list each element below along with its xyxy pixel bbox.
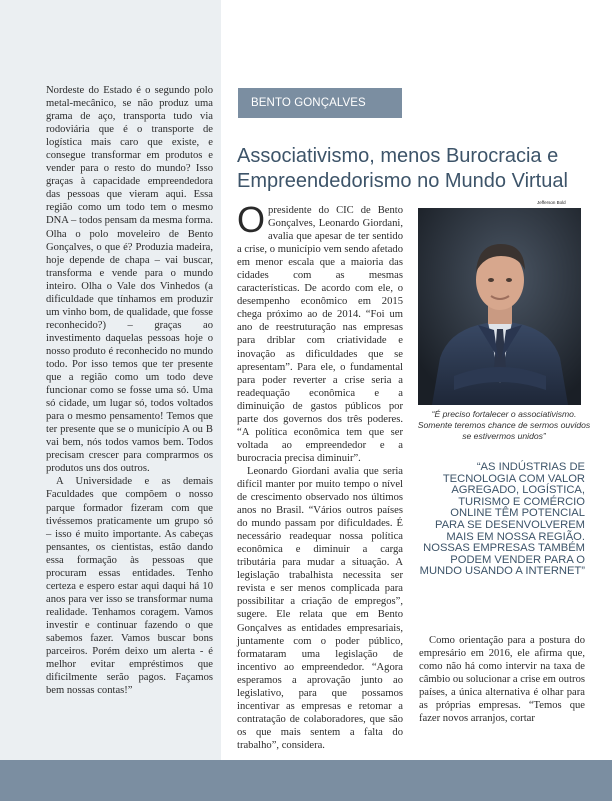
paragraph: A Universidade e as demais Faculdades que compõem o nosso parque formador fizeram com que tivéssemos praticamente um grupo só – isso é muito importante. As cabeças pensantes, os cientistas, estão dando essa formação às pessoas que procuram essas entidades. Tenho certeza e espero estar aqui daqui há 10 anos para ver isso se transformar numa realidade. Tenhamos coragem. Vamos investir e continuar fazendo o que sabemos fazer. Vamos buscar bons parceiros. Porém deixo um alerta - é melhor evitar empréstimos que dificilmente serão pagos. Façamos bem nossas contas!” [46,476,213,697]
footer-band [0,760,612,801]
paragraph [237,199,403,465]
paragraph: Nordeste do Estado é o segundo polo metal-mecânico, se não produz uma grama de aço, transporta tudo via rodoviária que é o transporte de logística mais caro que existe, e consegue transformar em produtos e vender para o resto do mundo? Isso graças à capacidade empreendedora das pessoas que vieram aqui. Essa região como um todo tem o mesmo DNA – todos pensam da mesma forma. Olha o polo moveleiro de Bento Gonçalves, o que é? Produzia madeira, hoje depende de chapa – vai buscar, transforma e vende para o mundo inteiro. Olha o Vale dos Vinhedos (a dificuldade que tínhamos em produzir um vinho bom, de qualidade, que fosse reconhecido?) – graças ao investimento daquelas pessoas hoje o nosso produto é reconhecido no mundo todo. Por isso temos que ter presente que a região como um todo deve funcionar como se fosse uma só. Uma só cidade, um lugar só, todos voltados para o mesmo pensamento! Temos que ter presente que se o município A ou B vai bem, nós todos vamos bem. Todos precisam crescer para comprarmos os produtos uns dos outros. [46,85,213,475]
portrait-photo [418,208,581,405]
paragraph: Como orientação para a postura do empresário em 2016, ele afirma que, como não há como intervir na taxa de câmbio ou solucionar a crise em outros países, a única alternativa é olhar para as próprias empresas. “Temos que fazer novos arranjos, cortar [419,635,585,725]
photo-caption: “É preciso fortalecer o associativismo. Somente teremos chance de sermos ouvidos se estivermos unidos” [417,409,591,441]
photo-credit: Jefferson Bold [537,200,566,205]
right-text-column [419,634,585,725]
middle-text-column [237,199,403,752]
paragraph-body: presidente do CIC de Bento Gonçalves, Leonardo Giordani, avalia que apesar de ter sentido a crise, o município vem sendo afetado em menor escala que a maioria das cidades com as mesmas características. De acordo com ele, o desempenho econômico em 2015 chega próximo ao de 2014. “Foi um ano de reestruturação nas empresas para driblar com criatividade e inovação as dificuldades que se apresentam”. Para ele, o fundamental para poder reverter a crise seria a readequação econômica e a diminuição de gastos públicos por parte dos governos dos três poderes. “A política econômica tem que ser voltada ao empreendedor e a burocracia precisa diminuir”. [237,205,403,464]
headline-line: Associativismo, menos Burocracia e [237,145,559,167]
article-headline [237,144,597,194]
pull-quote: “AS INDÚSTRIAS DE TECNOLOGIA COM VALOR AGREGADO, LOGÍSTICA, TURISMO E COMÉRCIO ONLINE TÊM POTENCIAL PARA SE DESENVOLVEREM MAIS EM NOSSA REGIÃO. NOSSAS EMPRESAS TAMBÉM PODEM VENDER PARA O MUNDO USANDO A INTERNET” [419,461,585,578]
portrait-illustration [418,208,581,405]
drop-cap: O [237,199,266,240]
paragraph: Leonardo Giordani avalia que seria difícil manter por muito tempo o nível de crescimento observado nos últimos anos no Brasil. “Vários outros países do mundo passam por dificuldades. É necessário readequar nossa política econômica e diminuir a carga tributária para mudar a situação. A legislação trabalhista necessita ser revista e ser menos complicada para possibilitar a criação de empregos”, sugere. Ele relata que em Bento Gonçalves as entidades empresariais, juntamente com o poder público, formataram uma legislação de incentivo ao empreendedor. “Agora esperamos a aprovação junto ao legislativo, para que possamos incentivar as empresas e retomar a contratação de colaboradores, que são os que mais sentem a falta do trabalho”, considera. [237,465,403,751]
headline-line: Empreendedorismo no Mundo Virtual [237,170,568,192]
section-tag: BENTO GONÇALVES [238,88,402,118]
left-text-column [46,84,213,697]
